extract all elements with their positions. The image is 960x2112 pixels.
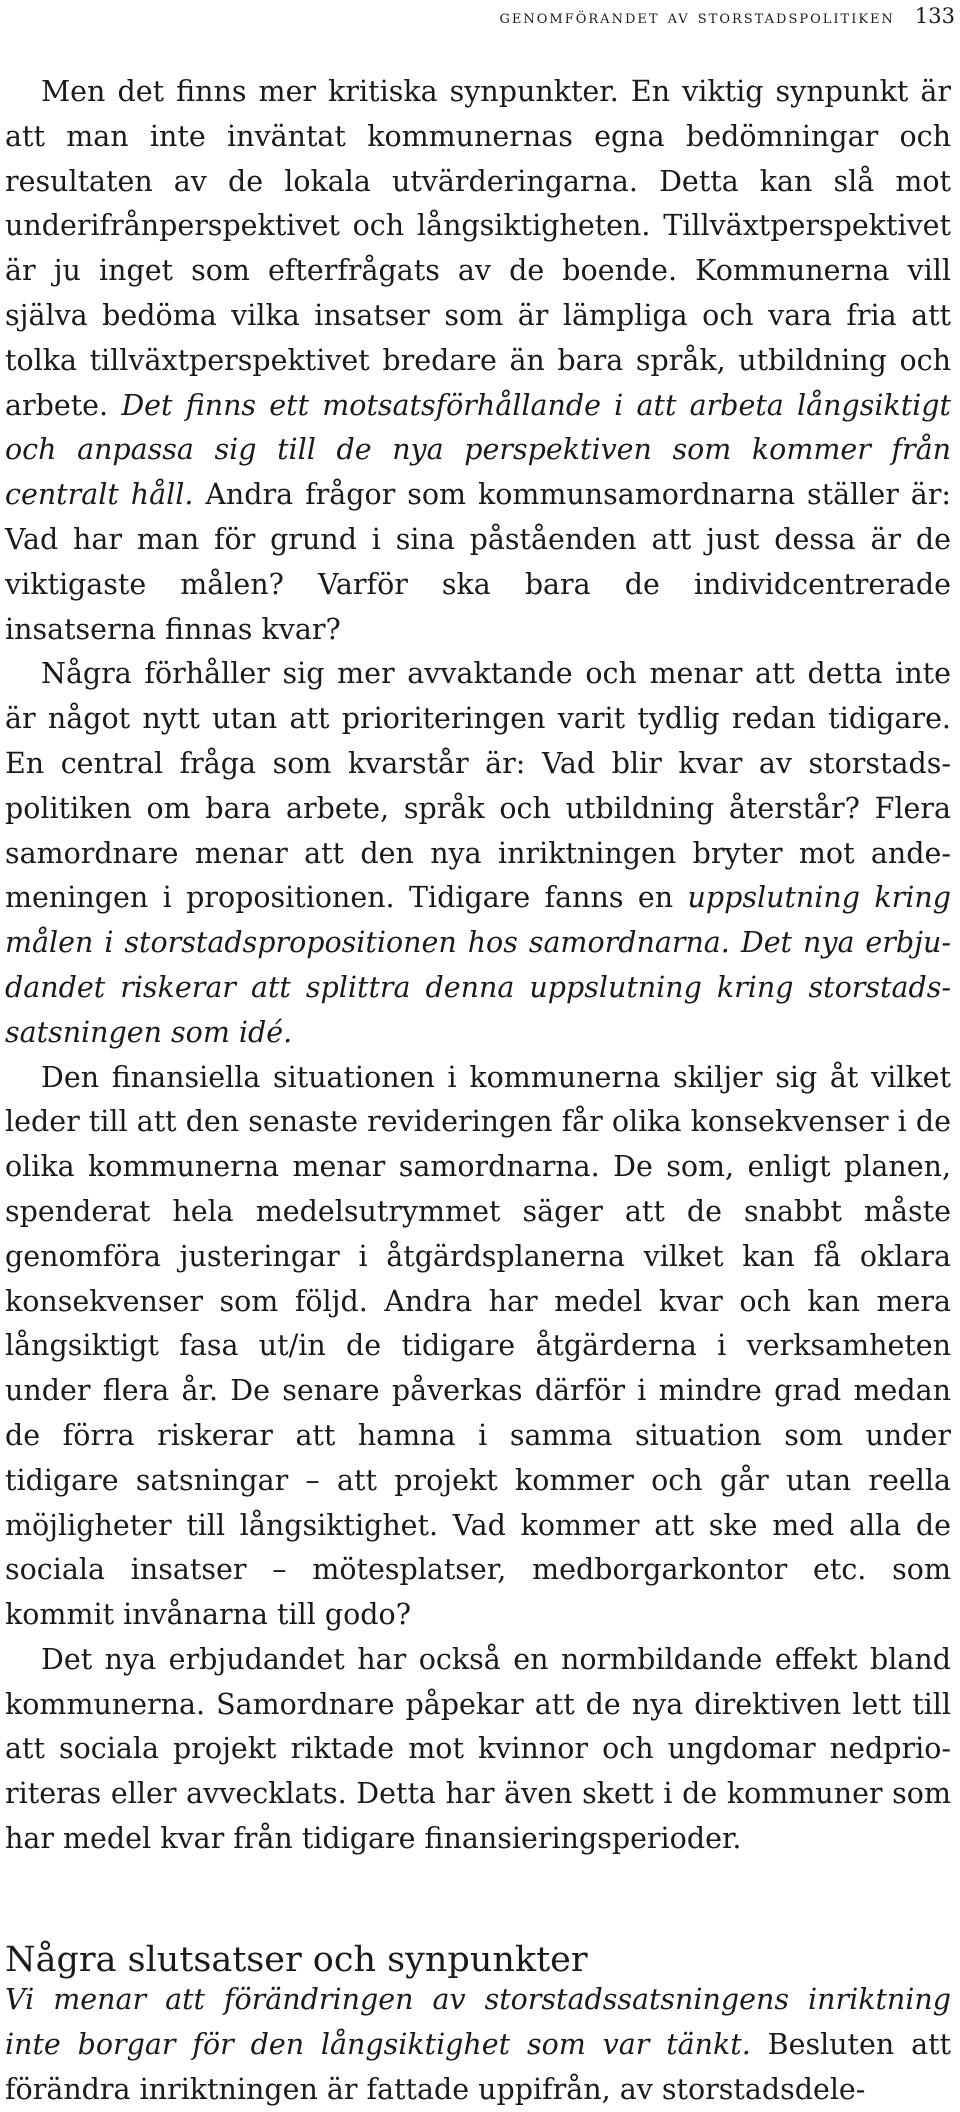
paragraph (5, 1056, 951, 1638)
body-text (5, 70, 951, 1862)
running-head (500, 4, 956, 28)
paragraph-text-italic: Vi menar att förändringen av storstadssatsningens inriktning inte borgar för den långsiktighet som var tänkt. (5, 1983, 951, 2061)
paragraph-text: Men det finns mer kritiska synpunkter. En viktig synpunkt är att man inte inväntat kommunernas egna bedömningar och resultaten av de lokala utvärderingarna. Detta kan slå mot underifrånperspektivet och långsiktigheten. Tillväxtperspektivet är ju inget som efterfrågats av de boende. Kommunerna vill själva bedöma vilka insatser som är lämpliga och vara fria att tolka tillväxtperspektivet bredare än bara språk, utbildning och arbete. (5, 75, 951, 422)
running-head-title: genomförandet av storstadspolitiken (499, 6, 895, 28)
section-heading: Några slutsatser och synpunkter (5, 1940, 588, 1980)
paragraph-text: Det nya erbjudandet har också en normbildande effekt bland kommunerna. Samordnare påpekar att de nya direktiven lett till att sociala projekt riktade mot kvinnor och ungdomar nedprioriteras eller avvecklats. Detta har även skett i de kommuner som har medel kvar från tidigare finansieringsperioder. (5, 1642, 951, 1856)
paragraph-text: Besluten att förändra inriktningen är fattade uppifrån, av storstadsdele- (5, 2027, 951, 2106)
paragraph (5, 652, 951, 1055)
paragraph-text: Den finansiella situationen i kommunerna skiljer sig åt vilket leder till att den senaste revideringen får olika konsekvenser i de olika kommunerna menar samordnarna. De som, enligt planen, spenderat hela medelsutrymmet säger att de snabbt måste genomföra justeringar i åtgärdsplanerna vilket kan få oklara konsekvenser som följd. Andra har medel kvar och kan mera långsiktigt fasa ut/in de tidigare åtgärderna i verksamheten under flera år. De senare påverkas därför i mindre grad medan de förra riskerar att hamna i samma situation som under tidigare satsningar – att projekt kommer och går utan reella möjligheter till långsiktighet. Vad kommer att ske med alla de sociala insatser – mötesplatser, medborgarkontor etc. som kommit invånarna till godo? (5, 1060, 951, 1632)
paragraph-text: Några förhåller sig mer avvaktande och menar att detta inte är något nytt utan att prioriteringen varit tydlig redan tidigare. En central fråga som kvarstår är: Vad blir kvar av storstadspolitiken om bara arbete, språk och utbildning återstår? Flera samordnare menar att den nya inriktningen bryter mot andemeningen i propositionen. Tidigare fanns en (5, 657, 951, 915)
paragraph-text: Andra frågor som kommunsamordnarna ställer är: Vad har man för grund i sina påståenden att just dessa är de viktigaste målen? Varför ska bara de individcentrerade insatserna finnas kvar? (5, 478, 952, 646)
paragraph-text-italic: Det finns ett motsatsförhållande i att arbeta långsiktigt och anpassa sig till de nya perspektiven som kommer från centralt håll. (5, 388, 951, 512)
paragraph (5, 70, 951, 652)
paragraph (5, 1978, 951, 2112)
page-number: 133 (914, 4, 955, 28)
section-body (5, 1978, 951, 2112)
paragraph (5, 1638, 951, 1862)
paragraph-text-italic: uppslutning kring målen i storstadspropositionen hos samordnarna. Det nya erbjudandet riskerar att splittra denna uppslutning kring storstadssatsningen som idé. (5, 881, 951, 1049)
